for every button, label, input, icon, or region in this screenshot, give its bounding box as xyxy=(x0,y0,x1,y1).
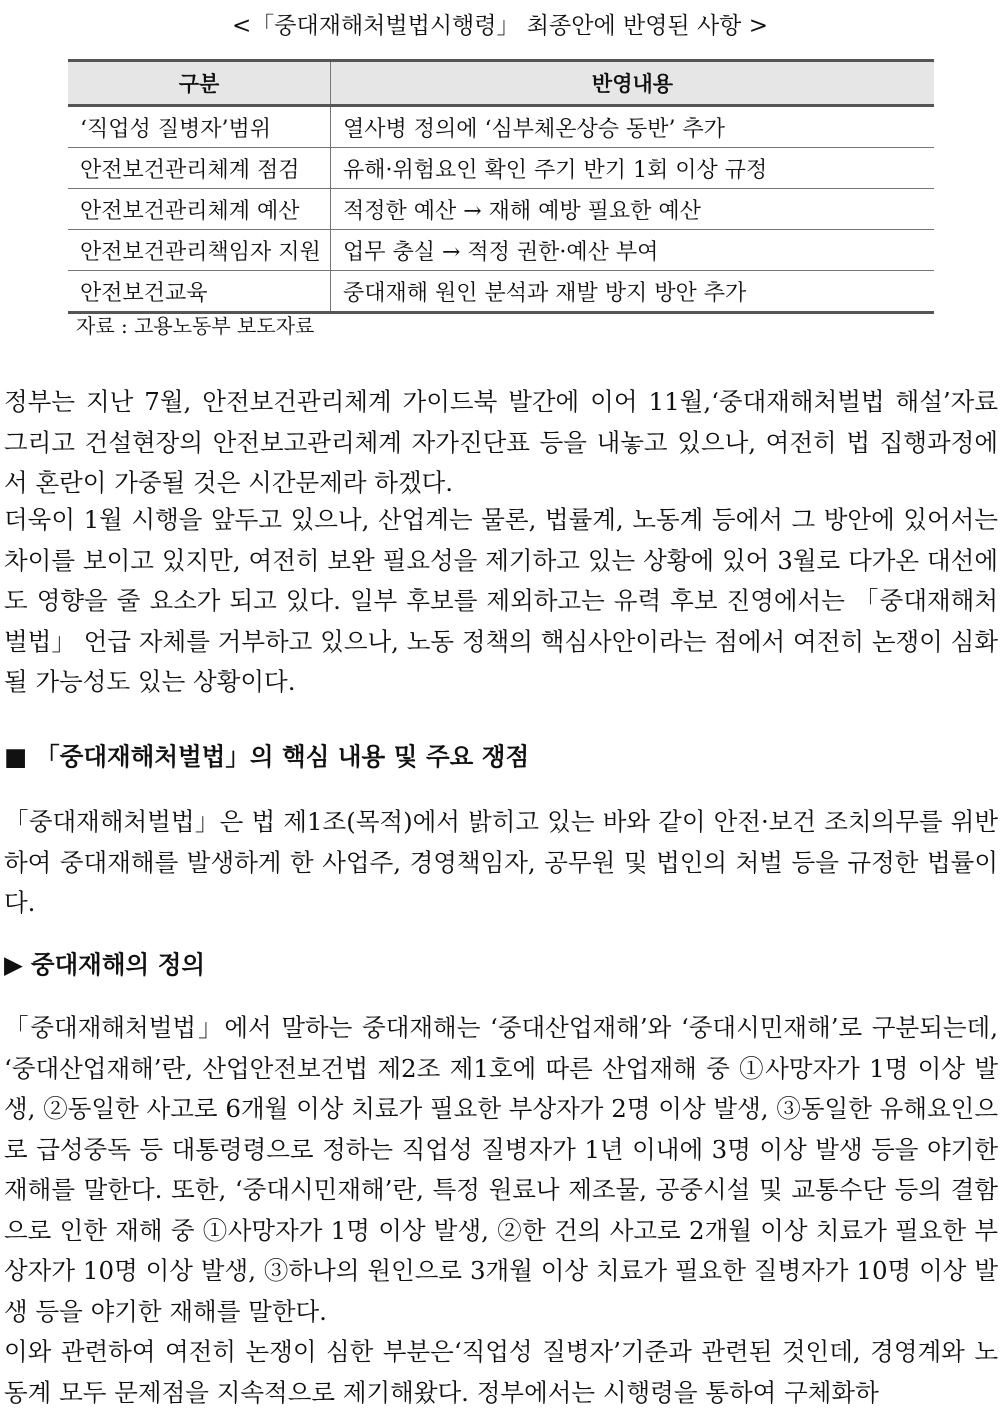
reflected-items-table xyxy=(68,59,934,314)
table-caption: <「중대재해처벌법시행령」 최종안에 반영된 사항 > xyxy=(232,13,768,39)
triangle-bullet-icon: ▶ xyxy=(4,950,23,979)
paragraph-enforcement-debate: 더욱이 1월 시행을 앞두고 있으나, 산업계는 물론, 법률계, 노동계 등에서 그 방안에 있어서는 차이를 보이고 있지만, 여전히 보완 필요성을 제기하고 있는 상황에 있어 3월로 다가온 대선에도 영향을 줄 요소가 되고 있다. 일부 후보를 제외하고는 유력 후보 진영에서는 「중대재해처벌법」 언급 자체를 거부하고 있으나, 노동 정책의 핵심사안이라는 점에서 여전히 논쟁이 심화될 가능성도 있는 상황이다. xyxy=(4,505,998,696)
row-category: 안전보건교육 xyxy=(68,271,331,313)
column-header-content: 반영내용 xyxy=(331,61,935,106)
row-content: 열사병 정의에 ‘심부체온상승 동반’ 추가 xyxy=(331,106,935,148)
table-header-row xyxy=(68,61,934,106)
table-row xyxy=(68,189,934,230)
row-content: 업무 충실 → 적정 권한·예산 부여 xyxy=(331,230,935,271)
row-category: ‘직업성 질병자’범위 xyxy=(68,106,331,148)
row-category: 안전보건관리체계 예산 xyxy=(68,189,331,230)
section-heading-text: 「중대재해처벌법」의 핵심 내용 및 주요 쟁점 xyxy=(35,742,530,771)
subsection-heading xyxy=(4,945,205,985)
table-row xyxy=(68,271,934,313)
table-row xyxy=(68,230,934,271)
source-note: 자료 : 고용노동부 보도자료 xyxy=(76,314,315,338)
row-content: 중대재해 원인 분석과 재발 방지 방안 추가 xyxy=(331,271,935,313)
subsection-heading-text: 중대재해의 정의 xyxy=(30,950,206,979)
row-content: 적정한 예산 → 재해 예방 필요한 예산 xyxy=(331,189,935,230)
row-category: 안전보건관리책임자 지원 xyxy=(68,230,331,271)
row-category: 안전보건관리체계 점검 xyxy=(68,148,331,189)
section-heading xyxy=(4,737,529,777)
paragraph-occupational-disease: 이와 관련하여 여전히 논쟁이 심한 부분은‘직업성 질병자’기준과 관련된 것인데, 경영계와 노동계 모두 문제점을 지속적으로 제기해왔다. 정부에서는 시행령을 통하여 구체화하 xyxy=(4,1337,998,1407)
row-content: 유해·위험요인 확인 주기 반기 1회 이상 규정 xyxy=(331,148,935,189)
square-bullet-icon: ■ xyxy=(4,742,28,771)
column-header-category: 구분 xyxy=(68,61,331,106)
paragraph-definition: 「중대재해처벌법」에서 말하는 중대재해는 ‘중대산업재해’와 ‘중대시민재해’로 구분되는데, ‘중대산업재해’란, 산업안전보건법 제2조 제1호에 따른 산업재해 중 ①사망자가 1명 이상 발생, ②동일한 사고로 6개월 이상 치료가 필요한 부상자가 2명 이상 발생, ③동일한 유해요인으로 급성중독 등 대통령령으로 정하는 직업성 질병자가 1년 이내에 3명 이상 발생 등을 야기한 재해를 말한다. 또한, ‘중대시민재해’란, 특정 원료나 제조물, 공중시설 및 교통수단 등의 결함으로 인한 재해 중 ①사망자가 1명 이상 발생, ②한 건의 사고로 2개월 이상 치료가 필요한 부상자가 10명 이상 발생, ③하나의 원인으로 3개월 이상 치료가 필요한 질병자가 10명 이상 발생 등을 야기한 재해를 말한다. xyxy=(4,1013,998,1326)
table-row xyxy=(68,148,934,189)
paragraph-law-purpose: 「중대재해처벌법」은 법 제1조(목적)에서 밝히고 있는 바와 같이 안전·보건 조치의무를 위반하여 중대재해를 발생하게 한 사업주, 경영책임자, 공무원 및 법인의 처벌 등을 규정한 법률이다. xyxy=(4,807,998,917)
table-row xyxy=(68,106,934,148)
paragraph-guidebook: 정부는 지난 7월, 안전보건관리체계 가이드북 발간에 이어 11월,‘중대재해처벌법 해설’자료 그리고 건설현장의 안전보고관리체계 자가진단표 등을 내놓고 있으나, 여전히 법 집행과정에서 혼란이 가중될 것은 시간문제라 하겠다. xyxy=(4,387,998,497)
